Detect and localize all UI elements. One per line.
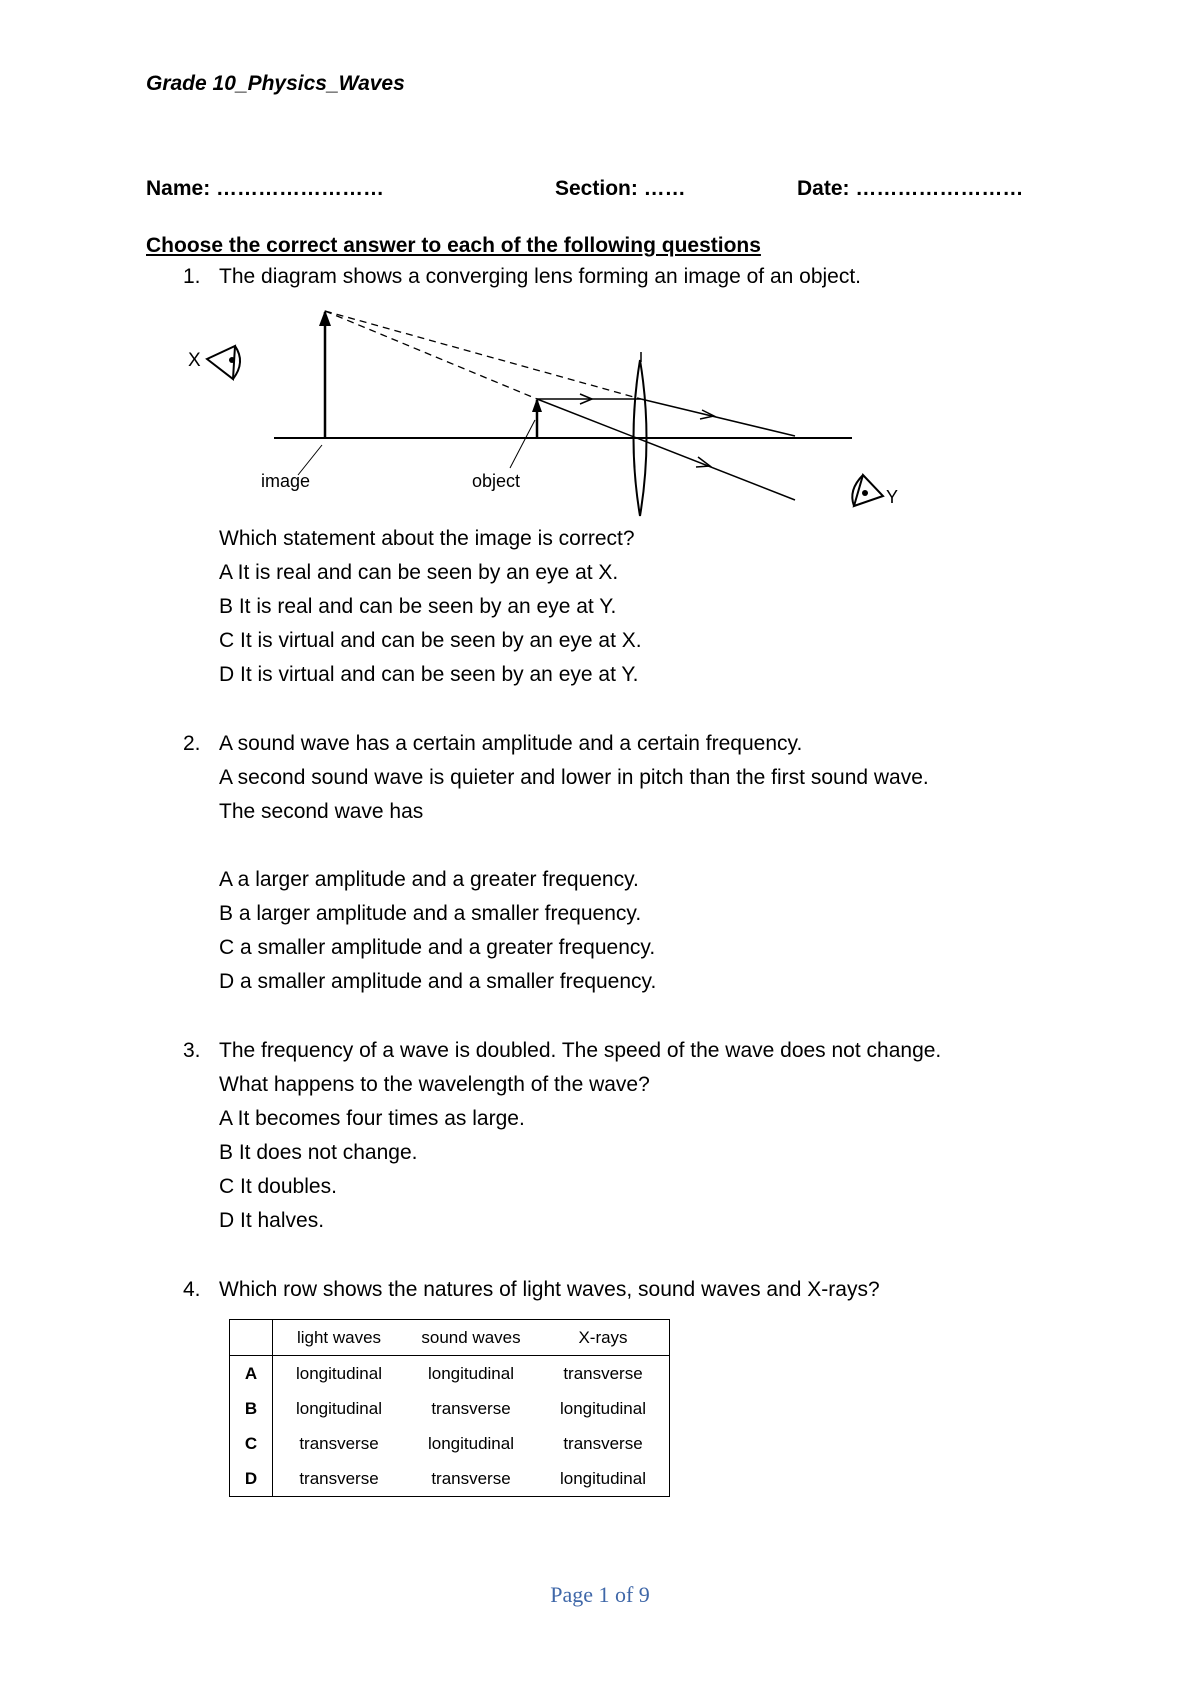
table-row[interactable] <box>230 1391 670 1426</box>
q1-number: 1. <box>183 265 201 288</box>
table-cell: transverse <box>431 1468 511 1488</box>
table-header-cell: sound waves <box>405 1320 537 1356</box>
name-field[interactable]: Name: …………………… <box>146 177 385 200</box>
table-header-cell: light waves <box>273 1320 406 1356</box>
q4-number: 4. <box>183 1278 201 1301</box>
table-header-cell <box>230 1320 273 1356</box>
table-cell: transverse <box>299 1433 379 1453</box>
q2-number: 2. <box>183 732 201 755</box>
table-row[interactable] <box>230 1356 670 1392</box>
q2-line-1: A sound wave has a certain amplitude and a certain frequency. <box>219 732 803 755</box>
q1-option-d[interactable]: D It is virtual and can be seen by an eye at Y. <box>219 663 639 686</box>
object-label: object <box>472 471 521 491</box>
row-label: B <box>230 1391 273 1426</box>
table-header-cell: X-rays <box>537 1320 670 1356</box>
q3-option-d[interactable]: D It halves. <box>219 1209 325 1232</box>
waves-nature-table <box>229 1319 670 1497</box>
image-label: image <box>261 471 311 491</box>
table-cell: transverse <box>563 1363 643 1383</box>
row-label: D <box>230 1461 273 1497</box>
eye-x-icon <box>207 346 240 379</box>
q2-line-2: A second sound wave is quieter and lower in pitch than the first sound wave. <box>219 766 929 789</box>
q2-option-d[interactable]: D a smaller amplitude and a smaller frequency. <box>219 970 657 993</box>
q2-option-a[interactable]: A a larger amplitude and a greater frequency. <box>219 868 639 891</box>
table-cell: longitudinal <box>295 1363 382 1383</box>
page-number: Page 1 of 9 <box>550 1582 650 1607</box>
eye-x-label: X <box>188 350 201 371</box>
q4-stem: Which row shows the natures of light waves, sound waves and X-rays? <box>219 1278 880 1301</box>
table-cell: transverse <box>431 1398 511 1418</box>
q1-stem: The diagram shows a converging lens forming an image of an object. <box>219 265 862 288</box>
table-cell: transverse <box>563 1433 643 1453</box>
row-label: A <box>230 1356 273 1392</box>
q2-line-3: The second wave has <box>219 800 424 823</box>
q2-option-c[interactable]: C a smaller amplitude and a greater frequency. <box>219 936 656 959</box>
eye-y-icon <box>852 475 883 506</box>
instructions: Choose the correct answer to each of the following questions <box>146 234 761 257</box>
row-label: C <box>230 1426 273 1461</box>
document-header: Grade 10_Physics_Waves <box>146 72 405 95</box>
table-row[interactable] <box>230 1426 670 1461</box>
table-row[interactable] <box>230 1461 670 1497</box>
eye-y-label: Y <box>886 487 899 507</box>
table-cell: transverse <box>299 1468 379 1488</box>
table-cell: longitudinal <box>295 1398 382 1418</box>
q1-option-a[interactable]: A It is real and can be seen by an eye at X. <box>219 561 619 584</box>
table-cell: longitudinal <box>559 1468 646 1488</box>
section-field[interactable]: Section: …… <box>555 177 686 200</box>
q3-option-b[interactable]: B It does not change. <box>219 1141 418 1164</box>
q2-option-b[interactable]: B a larger amplitude and a smaller frequency. <box>219 902 642 925</box>
q1-option-c[interactable]: C It is virtual and can be seen by an eye at X. <box>219 629 642 652</box>
q3-line-1: The frequency of a wave is doubled. The speed of the wave does not change. <box>219 1039 942 1062</box>
q1-question: Which statement about the image is correct? <box>219 527 635 550</box>
date-field[interactable]: Date: …………………… <box>797 177 1024 200</box>
table-cell: longitudinal <box>427 1433 514 1453</box>
table-cell: longitudinal <box>559 1398 646 1418</box>
q1-option-b[interactable]: B It is real and can be seen by an eye at Y. <box>219 595 617 618</box>
q3-line-2: What happens to the wavelength of the wave? <box>219 1073 650 1096</box>
lens-diagram <box>180 300 920 525</box>
q3-option-c[interactable]: C It doubles. <box>219 1175 337 1198</box>
table-cell: longitudinal <box>427 1363 514 1383</box>
q3-option-a[interactable]: A It becomes four times as large. <box>219 1107 525 1130</box>
table-header-row <box>230 1320 670 1356</box>
q3-number: 3. <box>183 1039 201 1062</box>
